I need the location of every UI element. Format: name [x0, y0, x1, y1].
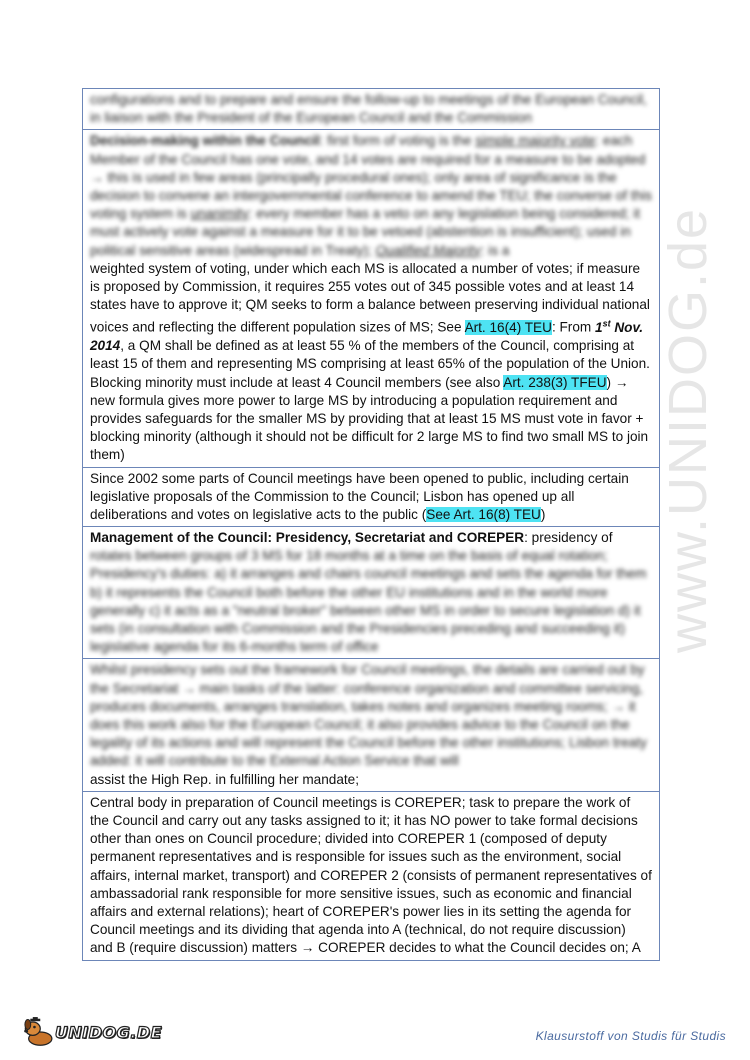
dog-icon [22, 1014, 57, 1050]
paragraph-text [90, 470, 652, 525]
term: Qualified Majority [375, 242, 481, 258]
text-run: Since 2002 some parts of Council meetings have been opened to public, including certain legislative proposals of the Commission to the Council; Lisbon has opened up all deliberations and votes on legislative acts to the public ( [90, 470, 629, 522]
footer-slogan: Klausurstoff von Studis für Studis [535, 1029, 726, 1043]
date-number: 1 [595, 319, 603, 335]
paragraph-box-6 [82, 791, 660, 961]
paragraph-text: assist the High Rep. in fulfilling her mandate; [90, 771, 359, 787]
article-reference: See Art. 16(8) TEU [426, 507, 541, 522]
article-reference: Art. 16(4) TEU [464, 319, 552, 335]
text-run: : each Member of the Council has one vote, and 14 votes are required for a measure to be adopted → this is used in few areas (principally procedural ones); only area of significance is the decision to convene an intergovernmental conference to amend the TEU; the converse of this voting system is [90, 133, 652, 222]
paragraph-box-5 [82, 658, 660, 790]
term: unanimity [190, 206, 249, 222]
paragraph-box-2 [82, 129, 660, 466]
paragraph-text [90, 529, 652, 547]
text-run: , a QM shall be defined as at least 55 % of the members of the Council, comprising at least 15 of them and representing MS comprising at least 65% of the population of the Union. Blocking minority must include at least 4 Council members (see also [90, 338, 650, 390]
text-run: weighted system of voting, under which each MS is allocated a number of votes; if measure is proposed by Commission, it requires 255 votes out of 345 possible votes and at least 14 states have to approve it; QM seeks to form a balance between preserving individual national voices and reflecting the different population sizes of MS; See [90, 260, 650, 335]
blurred-text: Whilst presidency sets out the framework for Council meetings, the details are carried out by the Secretariat → main tasks of the latter: conference organization and committee servicing, produces documents, arranges translation, takes notes and organizes meeting rooms; → it does this work also for the European Council; it also provides advice to the Council on the legality of its actions and will represent the Council before the other institutions; Lisbon treaty added: it will contribute to the External Action Service that will [90, 662, 647, 769]
text-run: : every member has a veto on any legislation being considered; it must actively vote against a measure for it to be vetoed (abstention is insufficient); used in political sensitive areas (widespread in Treaty); [90, 206, 641, 258]
text-run: : first form of voting is the [319, 133, 476, 149]
section-heading: Decision-making within the Council [90, 133, 320, 149]
article-reference: Art. 238(3) TFEU [503, 374, 607, 390]
unidog-logo[interactable] [22, 1012, 162, 1052]
watermark-text: www.UNIDOG.de [658, 206, 718, 654]
blurred-text: configurations and to prepare and ensure the follow-up to meetings of the European Council, in liaison with the President of the European Council and the Commission [90, 92, 647, 126]
term: simple majority vote [475, 133, 596, 149]
paragraph-text [90, 260, 652, 465]
text-run: : From [551, 319, 595, 335]
text-run: ) → new formula gives more power to large MS by introducing a population requirement and provides safeguards for the smaller MS by providing that at least 15 MS must vote in favor + blocking minority (although it should not be difficult for 2 large MS to find two small MS to join them) [90, 374, 649, 463]
text-run: ) [540, 507, 546, 522]
text-run: : presidency of [524, 530, 613, 546]
text-run: : is a [480, 242, 510, 258]
date-text: Nov. 2014 [90, 319, 644, 354]
paragraph-text: Central body in preparation of Council meetings is COREPER; task to prepare the work of the Council and carry out any tasks assigned to it; it has NO power to take formal decisions other than ones on Council procedure; divided into COREPER 1 (composed of deputy permanent representatives and is responsible for issues such as the environment, social affairs, internal market, transport) and COREPER 2 (consists of permanent representatives of ambassadorial rank responsible for more sensitive issues, such as economic and financial affairs and external relations); heart of COREPER's power lies in its setting the agenda for Council meetings and its dividing that agenda into A (technical, do not require discussion) and B (require discussion) matters → COREPER decides to what the Council decides on; A [90, 794, 652, 956]
blurred-text [90, 132, 652, 259]
document-body [82, 88, 660, 961]
paragraph-box-3 [82, 467, 660, 527]
date-suffix: st [602, 318, 611, 329]
brand-name: UNIDOG.DE [54, 1022, 162, 1042]
paragraph-box-4 [82, 526, 660, 658]
section-heading: Management of the Council: Presidency, Secretariat and COREPER [90, 530, 525, 546]
blurred-text: rotates between groups of 3 MS for 18 months at a time on the basis of equal rotation; Presidency's duties: a) it arranges and chairs council meetings and sets the agenda for them b) it represents the Council both before the other EU institutions and in the world more generally c) it acts as a "neutral broker" between other MS in order to secure legislation d) it sets (in consultation with Commission and the Presidencies preceding and succeeding it) legislative agenda for its 6-months term of office [90, 548, 647, 655]
paragraph-box-1 [82, 88, 660, 129]
